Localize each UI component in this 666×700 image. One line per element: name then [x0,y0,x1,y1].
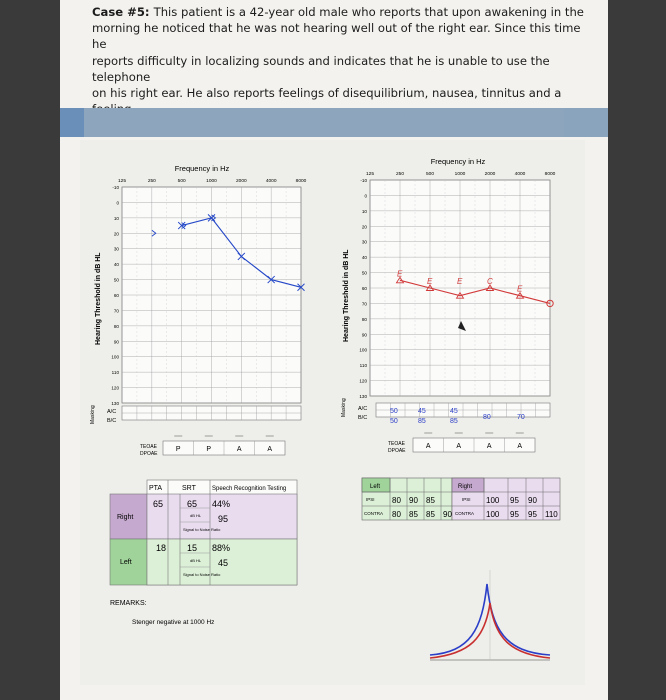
reflex-right-contra-3: 95 [528,510,537,519]
db-tick-label: 30 [361,239,367,245]
left-dpoae-label: DPOAE [140,451,158,457]
freq-tick-label: 125 [117,179,127,184]
case-line-3: reports difficulty in localizing sounds and indicates that he is unable to use the telephone [92,53,550,84]
freq-tick-label: 125 [365,172,375,177]
left-pta-value: 18 [156,543,167,553]
remarks-label: REMARKS: [110,600,147,607]
db-tick-label: 70 [113,308,119,314]
right-speech-score: 44% [212,499,231,509]
freq-tick-label: 1000 [206,179,217,184]
masked-bc-marker: E [397,269,403,279]
left-bc-label: B/C [107,418,117,424]
right-bc-label: B/C [358,415,368,421]
db-tick-label: 20 [361,224,367,230]
reflex-right-label: Right [458,484,473,490]
freq-tick-label: 250 [147,179,156,184]
speech-testing-header: Speech Recognition Testing [212,486,287,492]
freq-tick-label: 500 [425,172,435,177]
oae-result: A [236,446,242,453]
reflex-right-contra-2: 95 [510,510,519,519]
right-ac-value-5: 70 [517,414,525,421]
right-ac-value-3: 45 [450,408,458,415]
left-oae-grid [163,436,285,455]
speech-recognition-table [110,480,297,585]
db-tick-label: 80 [361,316,367,322]
freq-tick-label: 4000 [265,179,277,184]
reflex-left-contra-4: 90 [443,510,452,519]
acoustic-reflex-table [362,478,560,520]
reflex-left-ipsi-1: 80 [392,496,401,505]
tympanogram [430,570,550,660]
left-snr-label: Signal to Noise Ratio [183,572,221,577]
reflex-right-ipsi-2: 95 [510,496,519,505]
db-tick-label: 50 [113,277,119,283]
db-tick-label: 120 [111,385,119,391]
reflex-left-contra-1: 80 [392,510,401,519]
reflex-right-contra-4: 110 [545,510,558,519]
db-tick-label: 90 [361,332,367,338]
left-teoae-label: TEOAE [140,444,157,450]
oae-result: P [175,446,181,453]
left-freq-title: Frequency in Hz [174,164,230,173]
freq-tick-label: 2000 [235,179,247,184]
db-tick-label: 50 [361,270,367,276]
freq-tick-label: 8000 [544,172,556,177]
db-tick-label: 60 [361,286,367,291]
case-label: Case #5: [92,5,150,19]
left-ac-label: A/C [107,409,117,415]
left-db-ticks [111,185,119,406]
db-tick-label: 100 [111,354,119,360]
left-speech-score: 88% [212,543,231,553]
oae-result: A [486,443,492,450]
db-tick-label: 10 [113,215,119,221]
reflex-left-ipsi-3: 85 [426,496,435,505]
reflex-left-ipsi-label: IPSI [366,497,375,502]
remarks-text: Stenger negative at 1000 Hz [132,619,215,626]
reflex-left-contra-3: 85 [426,510,435,519]
reflex-right-ipsi-1: 100 [486,496,500,505]
db-tick-label: 20 [113,231,119,237]
right-row-label: Right [117,514,134,521]
left-y-axis-label: Hearing Threshold in dB HL [95,252,102,345]
left-freq-ticks [118,178,307,184]
right-freq-title: Frequency in Hz [430,157,486,166]
db-tick-label: 130 [111,401,119,406]
oae-result: A [267,446,273,453]
reflex-right-contra-1: 100 [486,510,500,519]
oae-result: A [425,443,431,450]
right-db-ticks [359,178,367,399]
right-audiogram [341,157,560,660]
right-teoae-label: TEOAE [388,441,405,447]
oae-result: A [517,443,523,450]
reflex-left-ipsi-2: 90 [409,496,418,505]
left-masking-grid [122,406,301,420]
freq-tick-label: 8000 [295,179,307,184]
left-ml-unit: dB HL [190,558,202,563]
db-tick-label: 90 [113,339,119,345]
db-tick-label: 60 [113,293,119,298]
right-pta-value: 65 [153,499,164,509]
freq-tick-label: 500 [177,179,186,184]
right-bc-value-1: 50 [390,418,398,425]
right-masking-label: Masking [341,398,347,417]
right-dpoae-label: DPOAE [388,448,406,454]
db-tick-label: 130 [359,394,367,399]
masked-bc-marker: E [427,277,433,286]
case-line-1: This patient is a 42-year old male who reports that upon awakening in the [153,5,584,19]
db-tick-label: 80 [113,323,119,329]
right-snr-label: Signal to Noise Ratio [183,527,221,532]
oae-result: P [206,446,212,453]
masked-bc-marker: E [517,284,523,294]
case-line-2: morning he noticed that he was not hearing well out of the right ear. Since this time he [92,21,581,52]
srt-header: SRT [182,485,196,492]
db-tick-label: 40 [361,255,367,261]
db-tick-label: 120 [359,378,367,384]
right-oae-grid [413,433,535,452]
left-ml-value: 45 [218,558,229,568]
db-tick-label: 10 [361,208,367,214]
right-y-axis-label: Hearing Threshold in dB HL [343,249,350,342]
reflex-right-contra-label: CONTRA [455,511,474,516]
db-tick-label: 0 [364,193,367,199]
freq-tick-label: 250 [395,172,405,177]
reflex-right-ipsi-3: 90 [528,496,537,505]
right-ml-unit: dB HL [190,513,202,518]
db-tick-label: 110 [111,370,119,376]
masked-bc-marker: E [457,277,463,286]
case-line-4: on his right ear. He also reports feelings of disequilibrium, nausea, tinnitus and a [92,86,562,101]
reflex-left-contra-label: CONTRA [364,511,383,516]
db-tick-label: 0 [116,200,119,206]
reflex-left-label: Left [370,484,381,490]
right-ac-label: A/C [358,406,368,412]
reflex-left-contra-2: 85 [409,510,418,519]
left-audiogram [90,164,307,626]
right-srt-value: 65 [187,499,198,509]
right-ml-value: 95 [218,514,229,524]
freq-tick-label: 1000 [454,172,466,177]
db-tick-label: 70 [361,301,367,307]
right-freq-ticks [366,171,556,177]
db-tick-label: 40 [113,262,119,268]
freq-tick-label: 4000 [514,172,526,177]
masked-bc-marker: C [487,277,493,286]
reflex-right-ipsi-label: IPSI [462,497,471,502]
right-ac-value-2: 45 [418,408,426,415]
freq-tick-label: 2000 [484,172,496,177]
right-bc-value-2: 85 [418,418,426,425]
pta-header: PTA [149,485,163,492]
right-bc-value-3: 85 [450,418,458,425]
left-srt-value: 15 [187,543,198,553]
db-tick-label: -10 [360,178,367,183]
left-row-label: Left [120,559,132,566]
db-tick-label: 100 [359,347,367,353]
db-tick-label: -10 [112,185,119,190]
right-ac-value-1: 50 [390,408,398,415]
db-tick-label: 110 [359,363,367,369]
oae-result: A [456,443,462,450]
left-masking-label: Masking [90,405,96,424]
db-tick-label: 30 [113,246,119,252]
right-ac-value-4: 80 [483,414,491,421]
